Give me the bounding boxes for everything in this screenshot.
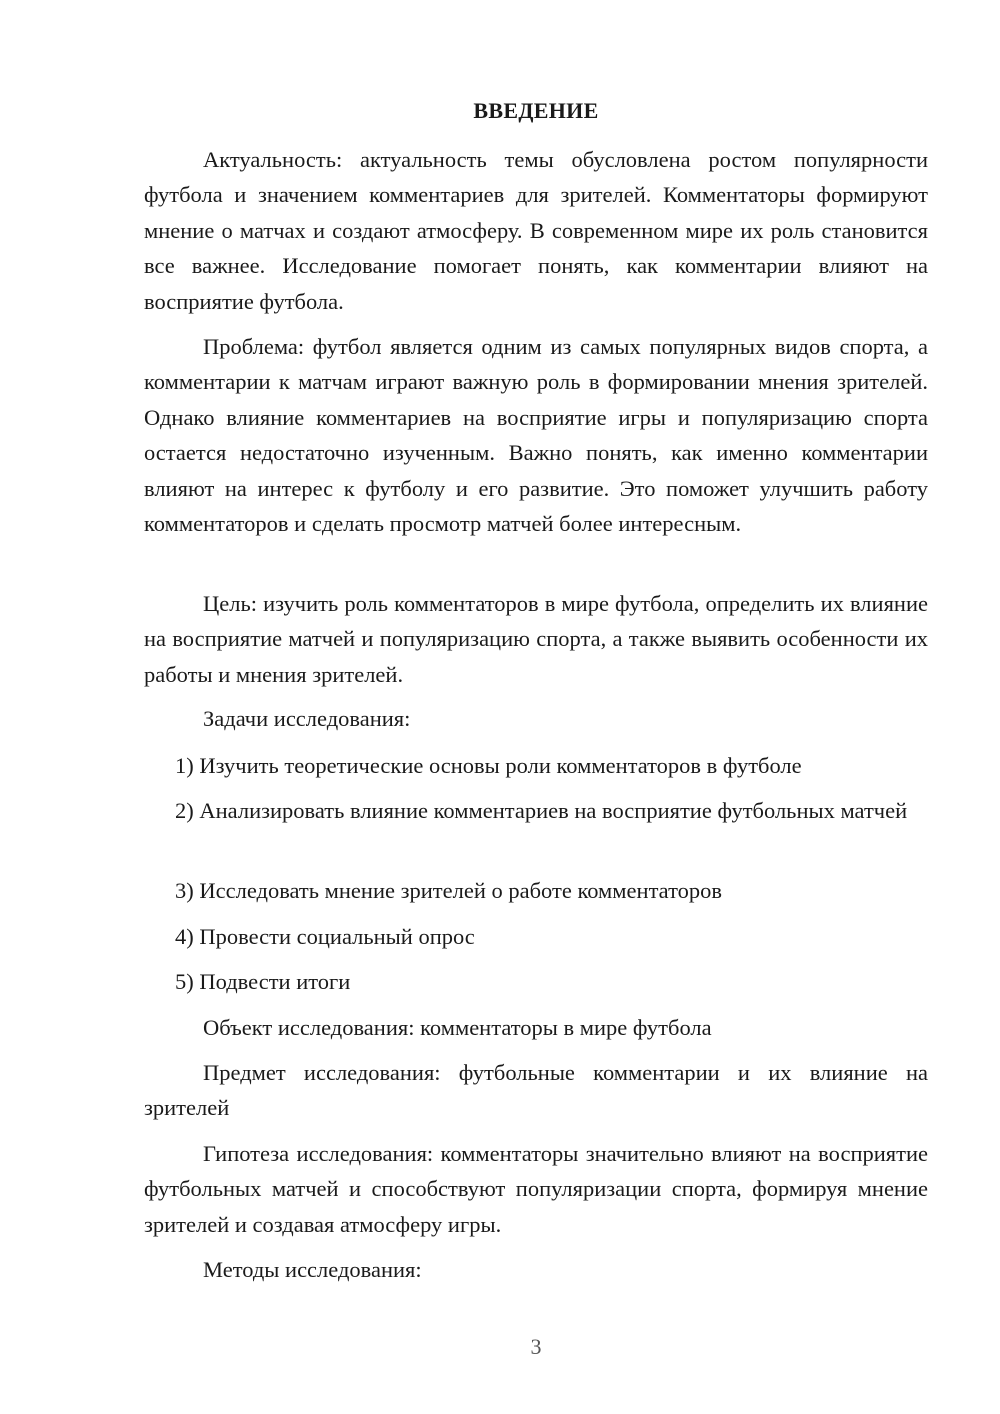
task-item-3: 3) Исследовать мнение зрителей о работе комментаторов xyxy=(175,878,722,903)
task-item-4: 4) Провести социальный опрос xyxy=(175,924,475,949)
section-title: ВВЕДЕНИЕ xyxy=(473,98,599,123)
task-item-1: 1) Изучить теоретические основы роли комментаторов в футболе xyxy=(175,753,802,778)
task-item-2: 2) Анализировать влияние комментариев на восприятие футбольных матчей xyxy=(175,798,908,823)
paragraph-hypothesis: Гипотеза исследования: комментаторы значительно влияют на восприятие футбольных матчей и способствуют популяризации спорта, формируя мнение зрителей и создавая атмосферу игры. xyxy=(144,1141,928,1237)
tasks-heading: Задачи исследования: xyxy=(203,706,411,731)
paragraph-goal: Цель: изучить роль комментаторов в мире футбола, определить их влияние на восприятие матчей и популяризацию спорта, а также выявить особенности их работы и мнения зрителей. xyxy=(144,591,928,687)
page-number: 3 xyxy=(530,1334,542,1359)
paragraph-relevance: Актуальность: актуальность темы обусловлена ростом популярности футбола и значением комментариев для зрителей. Комментаторы формируют мнение о матчах и создают атмосферу. В современном мире их роль становится все важнее. Исследование помогает понять, как комментарии влияют на восприятие футбола. xyxy=(144,147,928,314)
task-item-5: 5) Подвести итоги xyxy=(175,969,351,994)
methods-heading: Методы исследования: xyxy=(203,1257,422,1282)
paragraph-object: Объект исследования: комментаторы в мире футбола xyxy=(203,1015,712,1040)
paragraph-problem: Проблема: футбол является одним из самых популярных видов спорта, а комментарии к матчам играют важную роль в формировании мнения зрителей. Однако влияние комментариев на восприятие игры и популяризацию спорта остается недостаточно изученным. Важно понять, как именно комментарии влияют на интерес к футболу и его развитие. Это поможет улучшить работу комментаторов и сделать просмотр матчей более интересным. xyxy=(144,334,928,537)
paragraph-subject: Предмет исследования: футбольные комментарии и их влияние на зрителей xyxy=(144,1060,928,1121)
document-page xyxy=(144,0,928,1414)
